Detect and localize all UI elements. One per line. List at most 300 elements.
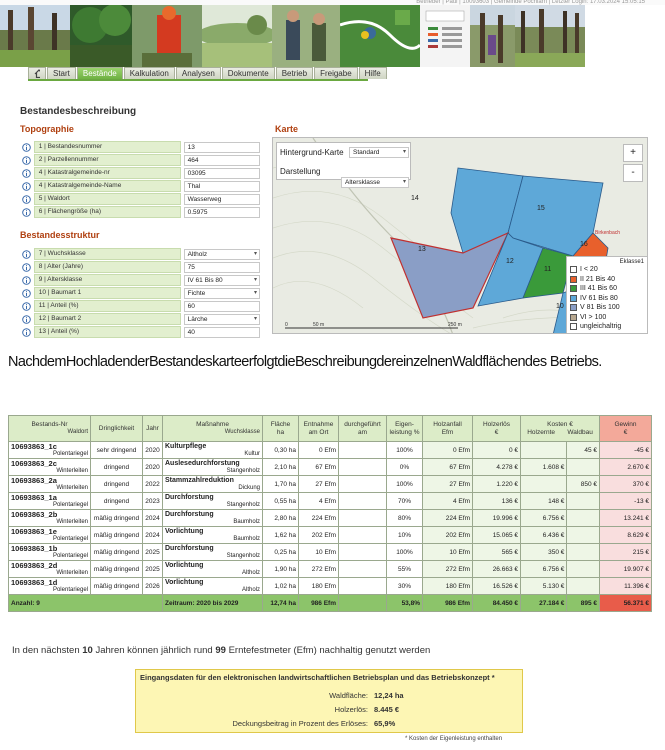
cell-dringlichkeit: mäßig dringend <box>91 561 143 578</box>
main-navigation <box>28 66 381 79</box>
cell-holzanfall: 0 Efm <box>423 442 473 459</box>
cell-holzerloes: 4.278 € <box>473 459 521 476</box>
cell-massnahme: Auslesedurchforstung <box>165 459 240 467</box>
info-icon[interactable] <box>20 154 34 166</box>
cell-holzerloes: 16.526 € <box>473 578 521 595</box>
parcel-label-12: 12 <box>506 258 514 265</box>
kosten-footnote: * Kosten der Eigenleistung enthalten <box>405 736 503 742</box>
cell-flaeche: 0,25 ha <box>263 544 299 561</box>
cell-jahr: 2024 <box>143 527 163 544</box>
cell-holzernte: 6.756 € <box>521 561 567 578</box>
cell-dringlichkeit: mäßig dringend <box>91 578 143 595</box>
summary-years: 10 <box>82 645 93 656</box>
tab-analysen[interactable]: Analysen <box>176 67 221 79</box>
legend-swatch <box>570 314 577 321</box>
legend-swatch <box>570 295 577 302</box>
cell-bestand[interactable]: 10693863_1d <box>11 577 58 587</box>
footer-holzernte: 27.184 € <box>521 595 567 612</box>
map-section-title: Karte <box>275 124 299 134</box>
cell-waldbau <box>567 493 600 510</box>
cell-entnahme: 224 Efm <box>299 510 339 527</box>
info-icon[interactable] <box>20 261 34 273</box>
cell-holzernte: 6.756 € <box>521 510 567 527</box>
table-row[interactable] <box>9 561 652 578</box>
struct_rows-row <box>20 248 260 260</box>
info-icon[interactable] <box>20 206 34 218</box>
cell-jahr: 2022 <box>143 476 163 493</box>
col-bestand: Bestands-Nr <box>31 421 68 428</box>
field-label: 7 | Wuchsklasse <box>34 248 181 260</box>
cell-durchgefuehrt[interactable] <box>339 510 387 527</box>
footer-holzerloes: 84.450 € <box>473 595 521 612</box>
cell-eigenleistung: 70% <box>387 493 423 510</box>
topo_rows-row <box>20 154 260 166</box>
cell-flaeche: 0,30 ha <box>263 442 299 459</box>
cell-waldort: Winterleiten <box>56 484 88 491</box>
col-massnahme: Maßnahme <box>196 421 229 428</box>
cell-jahr: 2023 <box>143 493 163 510</box>
forest-photo-2 <box>70 5 132 67</box>
cell-holzernte: 5.130 € <box>521 578 567 595</box>
info-icon[interactable] <box>20 274 34 286</box>
cell-jahr: 2020 <box>143 442 163 459</box>
col-gewinn: Gewinn <box>614 420 637 428</box>
col-durchgefuehrt: durchgeführt am <box>339 416 387 442</box>
cell-massnahme: Durchforstung <box>165 493 214 501</box>
info-icon[interactable] <box>20 313 34 325</box>
field-label: 4 | Katastralgemeinde-Name <box>34 180 181 192</box>
col-waldort: Waldort <box>67 429 88 435</box>
col-holzernte: Holzernte <box>527 428 556 436</box>
field-label: 11 | Anteil (%) <box>34 300 181 312</box>
info-icon[interactable] <box>20 300 34 312</box>
info-icon[interactable] <box>20 326 34 338</box>
tab-home[interactable] <box>28 67 46 79</box>
cell-jahr: 2024 <box>143 510 163 527</box>
summary-pre: In den nächsten <box>12 645 80 656</box>
cell-entnahme: 180 Efm <box>299 578 339 595</box>
info-icon[interactable] <box>20 180 34 192</box>
cell-durchgefuehrt[interactable] <box>339 476 387 493</box>
header-banner <box>0 5 665 67</box>
cell-holzerloes: 1.220 € <box>473 476 521 493</box>
background-map-select[interactable]: Standard ▾ <box>349 147 409 158</box>
cell-eigenleistung: 80% <box>387 510 423 527</box>
table-header-row <box>9 416 652 442</box>
cell-waldbau <box>567 510 600 527</box>
legend-item <box>570 322 644 332</box>
figure-caption: NachdemHochladenderBestandeskarteerfolgtdieBeschreibungdereinzelnenWaldflächendes Betriebs. <box>8 354 602 370</box>
struct_rows-row <box>20 300 260 312</box>
cell-entnahme: 27 Efm <box>299 476 339 493</box>
info-icon[interactable] <box>20 167 34 179</box>
legend-swatch <box>570 276 577 283</box>
forestworker-photo <box>132 5 202 67</box>
cell-wuchsklasse: Altholz <box>241 569 260 576</box>
legend-label: V 81 Bis 100 <box>580 304 620 312</box>
info-icon[interactable] <box>20 141 34 153</box>
map-view[interactable] <box>272 137 648 334</box>
struct_rows-row <box>20 261 260 273</box>
legend-item <box>570 294 644 304</box>
cell-bestand[interactable]: 10693863_2c <box>11 458 57 468</box>
cell-massnahme: Vorlichtung <box>165 578 204 586</box>
cell-wuchsklasse: Stangenholz <box>226 467 260 474</box>
cell-flaeche: 1,90 ha <box>263 561 299 578</box>
parcel-label-13: 13 <box>418 246 426 253</box>
cell-eigenleistung: 0% <box>387 459 423 476</box>
cell-bestand[interactable]: 10693863_1a <box>11 492 57 502</box>
field-input[interactable]: 60 <box>184 301 260 312</box>
cell-durchgefuehrt[interactable] <box>339 459 387 476</box>
display-mode-label: Darstellung <box>280 167 321 176</box>
cell-holzerloes: 26.663 € <box>473 561 521 578</box>
cell-entnahme: 272 Efm <box>299 561 339 578</box>
cell-holzernte: 6.436 € <box>521 527 567 544</box>
field-input[interactable]: 03095 <box>184 168 260 179</box>
legend-item <box>570 275 644 285</box>
cell-wuchsklasse: Altholz <box>241 586 260 593</box>
struct_rows-row <box>20 274 260 286</box>
field-label: 4 | Katastralgemeinde-nr <box>34 167 181 179</box>
topo_rows-row <box>20 180 260 192</box>
summary-mid: Jahren können jährlich rund <box>95 645 213 656</box>
cell-dringlichkeit: dringend <box>91 493 143 510</box>
cell-holzerloes: 19.996 € <box>473 510 521 527</box>
field-select[interactable]: Fichte ▾ <box>184 288 260 299</box>
zoom-out-button[interactable]: - <box>623 164 643 182</box>
cell-waldort: Polentariegel <box>52 552 88 559</box>
cell-flaeche: 1,70 ha <box>263 476 299 493</box>
cell-eigenleistung: 30% <box>387 578 423 595</box>
info-icon[interactable] <box>20 248 34 260</box>
cell-holzernte: 148 € <box>521 493 567 510</box>
col-eigenleistung: Eigen-leistung % <box>387 416 423 442</box>
info-icon[interactable] <box>20 193 34 205</box>
legend-label: ungleichaltrig <box>580 323 622 331</box>
cell-eigenleistung: 100% <box>387 476 423 493</box>
parcel-label-14: 14 <box>411 195 419 202</box>
legend-item <box>570 284 644 294</box>
cell-holzerloes: 15.065 € <box>473 527 521 544</box>
col-dringlichkeit: Dringlichkeit <box>91 416 143 442</box>
foresters-photo <box>272 5 340 67</box>
tab-bestaende[interactable]: Bestände <box>77 67 123 79</box>
logo-panel <box>420 5 470 67</box>
cell-massnahme: Durchforstung <box>165 510 214 518</box>
cell-jahr: 2025 <box>143 561 163 578</box>
struct_rows-row <box>20 287 260 299</box>
col-waldbau: Waldbau <box>567 428 593 436</box>
cell-gewinn: 13.241 € <box>600 510 652 527</box>
cell-holzernte <box>521 476 567 493</box>
footer-flaeche: 12,74 ha <box>263 595 299 612</box>
cell-gewinn: 2.670 € <box>600 459 652 476</box>
cell-entnahme: 0 Efm <box>299 442 339 459</box>
cell-holzernte: 1.608 € <box>521 459 567 476</box>
background-map-label: Hintergrund-Karte <box>280 148 344 157</box>
col-entnahme: Entnahme am Ort <box>299 416 339 442</box>
cell-waldbau <box>567 527 600 544</box>
cell-bestand[interactable]: 10693863_2d <box>11 560 58 570</box>
field-input[interactable]: 0.5975 <box>184 207 260 218</box>
field-input[interactable]: Wasserweg <box>184 194 260 205</box>
cell-wuchsklasse: Stangenholz <box>226 501 260 508</box>
col-jahr: Jahr <box>143 416 163 442</box>
cell-durchgefuehrt[interactable] <box>339 527 387 544</box>
cell-holzerloes: 0 € <box>473 442 521 459</box>
cell-massnahme: Vorlichtung <box>165 561 204 569</box>
field-label: 12 | Baumart 2 <box>34 313 181 325</box>
cell-wuchsklasse: Stangenholz <box>226 552 260 559</box>
field-select[interactable]: Altholz ▾ <box>184 249 260 260</box>
cell-bestand[interactable]: 10693863_2a <box>11 475 57 485</box>
tab-kalkulation[interactable]: Kalkulation <box>124 67 175 79</box>
cell-dringlichkeit: dringend <box>91 459 143 476</box>
cell-flaeche: 0,55 ha <box>263 493 299 510</box>
topo_rows-row <box>20 167 260 179</box>
cell-waldbau: 850 € <box>567 476 600 493</box>
cell-massnahme: Durchforstung <box>165 544 214 552</box>
field-label: 1 | Bestandesnummer <box>34 141 181 153</box>
svg-text:250 m: 250 m <box>448 322 462 328</box>
forest-photo-1 <box>0 5 70 67</box>
field-input[interactable]: 464 <box>184 155 260 166</box>
cell-gewinn: -45 € <box>600 442 652 459</box>
legend-item <box>570 265 644 275</box>
cell-dringlichkeit: mäßig dringend <box>91 510 143 527</box>
cell-waldort: Winterleiten <box>56 467 88 474</box>
cell-gewinn: 8.629 € <box>600 527 652 544</box>
col-flaeche-unit: ha <box>276 428 285 436</box>
footer-entnahme: 986 Efm <box>299 595 339 612</box>
section-title-bestandesstruktur: Bestandesstruktur <box>20 230 100 240</box>
cell-bestand[interactable]: 10693863_1c <box>11 441 57 451</box>
cell-holzerloes: 136 € <box>473 493 521 510</box>
cell-gewinn: -13 € <box>600 493 652 510</box>
aerial-map-photo <box>340 5 420 67</box>
cell-dringlichkeit: dringend <box>91 476 143 493</box>
cell-holzanfall: 4 Efm <box>423 493 473 510</box>
parcel-label-15: 15 <box>537 205 545 212</box>
legend-item <box>570 313 644 323</box>
header-info-strip: Betrieber | Paul | 10093603 | Gemeinde Pochlarn | Letzter Login: 17.03.2024 15:05:15 <box>0 0 665 5</box>
cell-waldort: Winterleiten <box>56 518 88 525</box>
map-legend <box>566 256 648 334</box>
cell-entnahme: 4 Efm <box>299 493 339 510</box>
col-kosten: Kosten € <box>547 420 573 428</box>
cell-durchgefuehrt[interactable] <box>339 561 387 578</box>
cell-gewinn: 215 € <box>600 544 652 561</box>
cell-waldbau <box>567 578 600 595</box>
cell-eigenleistung: 100% <box>387 544 423 561</box>
legend-label: VI > 100 <box>580 313 607 321</box>
table-row[interactable] <box>9 578 652 595</box>
cell-holzanfall: 67 Efm <box>423 459 473 476</box>
table-row[interactable] <box>9 459 652 476</box>
cell-holzernte <box>521 442 567 459</box>
table-row[interactable] <box>9 527 652 544</box>
svg-text:50 m: 50 m <box>313 322 325 328</box>
col-wuchsklasse: Wuchsklasse <box>224 429 260 435</box>
cell-massnahme: Vorlichtung <box>165 527 204 535</box>
cell-waldbau <box>567 459 600 476</box>
cell-holzernte: 350 € <box>521 544 567 561</box>
home-icon <box>34 69 40 78</box>
col-gewinn-unit: € <box>623 428 628 436</box>
cell-entnahme: 202 Efm <box>299 527 339 544</box>
field-select[interactable]: IV 61 Bis 80 ▾ <box>184 275 260 286</box>
cell-gewinn: 11.396 € <box>600 578 652 595</box>
cell-flaeche: 2,80 ha <box>263 510 299 527</box>
field-input[interactable]: 40 <box>184 327 260 338</box>
cell-durchgefuehrt[interactable] <box>339 493 387 510</box>
struct_rows-row <box>20 313 260 325</box>
legend-label: I < 20 <box>580 266 598 274</box>
legend-swatch <box>570 266 577 273</box>
legend-swatch <box>570 323 577 330</box>
tab-start[interactable]: Start <box>47 67 76 79</box>
cell-jahr: 2025 <box>143 544 163 561</box>
struct_rows-row <box>20 326 260 338</box>
field-input[interactable]: 13 <box>184 142 260 153</box>
cell-flaeche: 2,10 ha <box>263 459 299 476</box>
cell-flaeche: 1,02 ha <box>263 578 299 595</box>
field-label: 13 | Anteil (%) <box>34 326 181 338</box>
summary-post: Erntefestmeter (Efm) nachhaltig genutzt werden <box>228 645 431 656</box>
section-title-topographie: Topographie <box>20 124 74 134</box>
cell-durchgefuehrt[interactable] <box>339 442 387 459</box>
table-row[interactable] <box>9 510 652 527</box>
legend-swatch <box>570 285 577 292</box>
tab-dokumente[interactable]: Dokumente <box>222 67 275 79</box>
summary-line <box>12 645 430 656</box>
cell-entnahme: 67 Efm <box>299 459 339 476</box>
cell-dringlichkeit: mäßig dringend <box>91 544 143 561</box>
cell-waldort: Polentariegel <box>52 586 88 593</box>
cell-holzanfall: 10 Efm <box>423 544 473 561</box>
cell-wuchsklasse: Baumholz <box>233 518 260 525</box>
cell-eigenleistung: 100% <box>387 442 423 459</box>
legend-label: II 21 Bis 40 <box>580 275 616 283</box>
eingangsdaten-title: Eingangsdaten für den elektronischen landwirtschaftlichen Betriebsplan und das Betriebskonzept * <box>140 673 495 682</box>
cell-flaeche: 1,62 ha <box>263 527 299 544</box>
cell-gewinn: 370 € <box>600 476 652 493</box>
nav-underline <box>28 79 368 81</box>
tab-freigabe[interactable]: Freigabe <box>314 67 358 79</box>
col-holzerloes-unit: € <box>494 428 499 436</box>
cell-durchgefuehrt[interactable] <box>339 578 387 595</box>
cell-holzanfall: 27 Efm <box>423 476 473 493</box>
cell-jahr: 2020 <box>143 459 163 476</box>
cell-entnahme: 10 Efm <box>299 544 339 561</box>
parcel-label-10: 10 <box>556 303 564 310</box>
field-label: 8 | Alter (Jahre) <box>34 261 181 273</box>
info-icon[interactable] <box>20 287 34 299</box>
cell-gewinn: 19.907 € <box>600 561 652 578</box>
tab-betrieb[interactable]: Betrieb <box>276 67 313 79</box>
summary-amount: 99 <box>215 645 226 656</box>
cell-waldort: Winterleiten <box>56 569 88 576</box>
legend-title: Eklasse1 <box>619 259 644 265</box>
cell-waldort: Polentariegel <box>52 450 88 457</box>
forest-photo-3 <box>470 5 515 67</box>
footer-zeitraum: Zeitraum: 2020 bis 2029 <box>163 595 263 612</box>
field-label: 9 | Altersklasse <box>34 274 181 286</box>
cell-waldbau: 45 € <box>567 442 600 459</box>
cell-bestand[interactable]: 10693863_1e <box>11 526 57 536</box>
eingang-row-deckungsbeitrag: Deckungsbeitrag in Prozent des Erlöses: 65,9% <box>232 719 396 728</box>
parcel-label-16: 16 <box>580 241 588 248</box>
cell-wuchsklasse: Kultur <box>244 450 260 457</box>
footer-gewinn: 56.371 € <box>600 595 652 612</box>
forest-photo-4 <box>515 5 585 67</box>
cell-durchgefuehrt[interactable] <box>339 544 387 561</box>
field-label: 6 | Flächengröße (ha) <box>34 206 181 218</box>
cell-holzanfall: 180 Efm <box>423 578 473 595</box>
cell-bestand[interactable]: 10693863_2b <box>11 509 58 519</box>
table-footer-row <box>9 595 652 612</box>
field-input[interactable]: 75 <box>184 262 260 273</box>
cell-holzerloes: 565 € <box>473 544 521 561</box>
cell-jahr: 2026 <box>143 578 163 595</box>
cell-dringlichkeit: sehr dringend <box>91 442 143 459</box>
cell-bestand[interactable]: 10693863_1b <box>11 543 58 553</box>
cell-eigenleistung: 55% <box>387 561 423 578</box>
cell-waldort: Polentariegel <box>52 535 88 542</box>
svg-text:0: 0 <box>285 322 288 328</box>
col-holzanfall-unit: Efm <box>441 428 454 436</box>
zoom-in-button[interactable]: + <box>623 144 643 162</box>
footer-holzanfall: 986 Efm <box>423 595 473 612</box>
cell-holzanfall: 224 Efm <box>423 510 473 527</box>
cell-holzanfall: 202 Efm <box>423 527 473 544</box>
field-input[interactable]: Thal <box>184 181 260 192</box>
legend-label: III 41 Bis 60 <box>580 285 617 293</box>
table-row[interactable] <box>9 476 652 493</box>
display-mode-select[interactable]: Altersklasse ▾ <box>341 177 409 188</box>
legend-item <box>570 303 644 313</box>
table-row[interactable] <box>9 544 652 561</box>
topo_rows-row <box>20 193 260 205</box>
cell-eigenleistung: 10% <box>387 527 423 544</box>
field-label: 10 | Baumart 1 <box>34 287 181 299</box>
field-select[interactable]: Lärche ▾ <box>184 314 260 325</box>
footer-anzahl: Anzahl: 9 <box>9 595 163 612</box>
eingang-row-waldflaeche: Waldfläche: 12,24 ha <box>329 691 404 700</box>
cell-massnahme: Stammzahlreduktion <box>165 476 234 484</box>
topo_rows-row <box>20 141 260 153</box>
cell-dringlichkeit: mäßig dringend <box>91 527 143 544</box>
measures-table <box>8 415 652 612</box>
cell-wuchsklasse: Dickung <box>238 484 260 491</box>
tab-hilfe[interactable]: Hilfe <box>359 67 387 79</box>
map-town-label: Birkenbach <box>595 230 621 236</box>
eingangsdaten-box <box>135 669 523 733</box>
footer-waldbau: 895 € <box>567 595 600 612</box>
cell-waldbau <box>567 544 600 561</box>
cell-wuchsklasse: Baumholz <box>233 535 260 542</box>
table-row[interactable] <box>9 442 652 459</box>
footer-eigenleistung: 53,8% <box>387 595 423 612</box>
cell-holzanfall: 272 Efm <box>423 561 473 578</box>
eingang-row-holzerloes: Holzerlös: 8.445 € <box>334 705 400 714</box>
table-row[interactable] <box>9 493 652 510</box>
cell-waldbau <box>567 561 600 578</box>
field-label: 2 | Parzellennummer <box>34 154 181 166</box>
cell-waldort: Polentariegel <box>52 501 88 508</box>
cell-massnahme: Kulturpflege <box>165 442 207 450</box>
